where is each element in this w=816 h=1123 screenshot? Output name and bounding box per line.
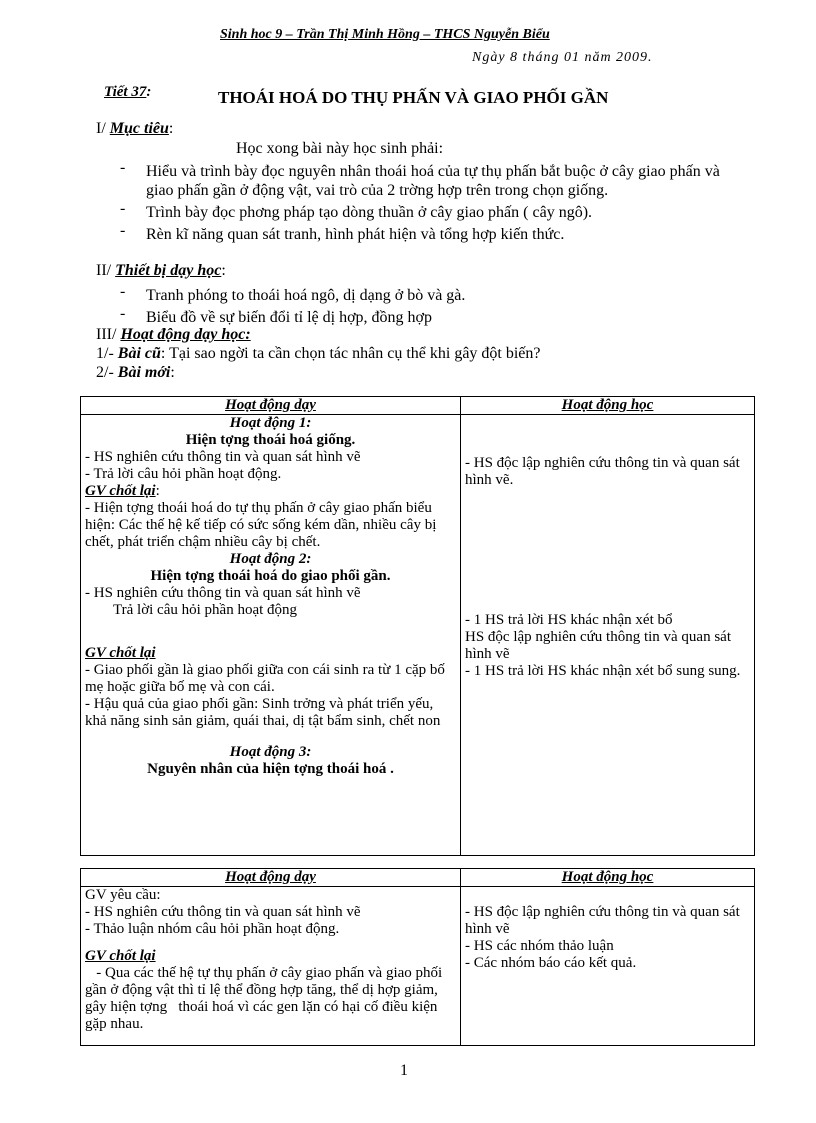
activity-2-task-1: - HS nghiên cứu thông tin và quan sát hình vẽ [85,585,361,601]
activities-heading: III/ Hoạt động dạy học: [96,326,251,343]
learning-text-1: - HS độc lập nghiên cứu thông tin và quan sát hình vẽ. [465,455,740,488]
teaching-cell [81,887,461,1046]
list-item: - Rèn kĩ năng quan sát tranh, hình phát hiện và tổng hợp kiến thức. [120,222,565,243]
learning-text-3: - Các nhóm báo cáo kết quả. [465,955,637,971]
gv-conclusion-2-text-2: - Hậu quả của giao phối gần: Sinh trởng và phát triển yếu, khả năng sinh sản giảm, quái thai, dị tật bẩm sinh, chết non [85,696,441,729]
lesson-date: Ngày 8 tháng 01 năm 2009. [472,50,653,65]
new-lesson-label: 2/- Bài mới: [96,364,175,381]
activity-2-task-2: Trả lời câu hỏi phần hoạt động [113,602,298,618]
activities-table-1 [80,396,755,856]
gv-conclusion-2-heading: GV chốt lại [85,645,156,661]
gv-request: GV yêu cầu: [85,887,161,903]
list-item: - Tranh phóng to thoái hoá ngô, dị dạng ở bò và gà. [120,283,466,304]
activity-1-title: Hiện tợng thoái hoá giống. [185,432,356,448]
gv-conclusion-2-text-1: - Giao phối gần là giao phối giữa con cái sinh ra từ 1 cặp bố mẹ hoặc giữa bố mẹ và con cái. [85,662,445,695]
lesson-title: THOÁI HOÁ DO THỤ PHẤN VÀ GIAO PHỐI GẦN [218,88,609,107]
task-1: - HS nghiên cứu thông tin và quan sát hình vẽ [85,904,361,920]
gv-conclusion-1-heading: GV chốt lại: [85,483,160,499]
page-header: Sinh hoc 9 – Trần Thị Minh Hồng – THCS Nguyễn Biểu [220,27,550,42]
activity-3-heading: Hoạt động 3: [229,744,312,760]
column-header-learning: Hoạt động học [461,397,755,415]
learning-text-3: HS độc lập nghiên cứu thông tin và quan sát hình vẽ [465,629,732,662]
gv-conclusion-1-text: - Hiện tợng thoái hoá do tự thụ phấn ở cây giao phấn biểu hiện: Các thế hệ kế tiếp có sức sống kém dần, nhiều cây bị chết, phát triển chậm nhiều cây bị chết. [85,500,437,550]
teaching-cell [81,415,461,856]
equipment-list [120,283,740,327]
activity-2-title: Hiện tợng thoái hoá do giao phối gần. [150,568,391,584]
learning-text-4: - 1 HS trả lời HS khác nhận xét bổ sung sung. [465,663,741,679]
learning-text-2: - 1 HS trả lời HS khác nhận xét bổ [465,612,673,628]
activity-3-title: Nguyên nhân của hiện tợng thoái hoá . [147,761,394,777]
column-header-learning: Hoạt động học [461,869,755,887]
objectives-list [120,159,740,244]
column-header-teaching: Hoạt động dạy [81,869,461,887]
activity-1-task-1: - HS nghiên cứu thông tin và quan sát hình vẽ [85,449,361,465]
learning-cell [461,415,755,856]
activities-table-2 [80,868,755,1046]
activity-2-heading: Hoạt động 2: [229,551,312,567]
learning-text-1: - HS độc lập nghiên cứu thông tin và quan sát hình vẽ [465,904,740,937]
learning-cell [461,887,755,1046]
gv-conclusion-text: - Qua các thế hệ tự thụ phấn ở cây giao phấn và giao phối gần ở động vật thì tỉ lệ thể đồng hợp tăng, thể dị hợp giảm, gây hiện tợng thoái hoá vì các gen lặn có hại cố điều kiện gặp nhau. [85,965,446,1032]
list-item: - Trình bày đọc phơng pháp tạo dòng thuần ở cây giao phấn ( cây ngô). [120,200,593,221]
activity-1-task-2: - Trả lời câu hỏi phần hoạt động. [85,466,282,482]
activity-1-heading: Hoạt động 1: [229,415,312,431]
objectives-heading: I/ Mục tiêu: [96,120,174,137]
list-item: - Biểu đồ về sự biến đổi tỉ lệ dị hợp, đồng hợp [120,305,433,326]
equipment-heading: II/ Thiết bị dạy học: [96,262,226,279]
gv-conclusion-heading: GV chốt lại [85,948,156,964]
objectives-lead: Học xong bài này học sinh phải: [236,140,444,157]
old-lesson-question: 1/- Bài cũ: Tại sao ngời ta cần chọn tác nhân cụ thể khi gây đột biến? [96,345,541,362]
list-item: - Hiểu và trình bày đọc nguyên nhân thoái hoá của tự thụ phấn bắt buộc ở cây giao phấn và giao phấn gần ở động vật, vai trò của 2 trờng hợp trên trong chọn giống. [120,159,720,199]
lesson-number: Tiết 37: [104,84,152,100]
page-number: 1 [400,1062,408,1079]
learning-text-2: - HS các nhóm thảo luận [465,938,614,954]
task-2: - Thảo luận nhóm câu hỏi phần hoạt động. [85,921,340,937]
column-header-teaching: Hoạt động dạy [81,397,461,415]
